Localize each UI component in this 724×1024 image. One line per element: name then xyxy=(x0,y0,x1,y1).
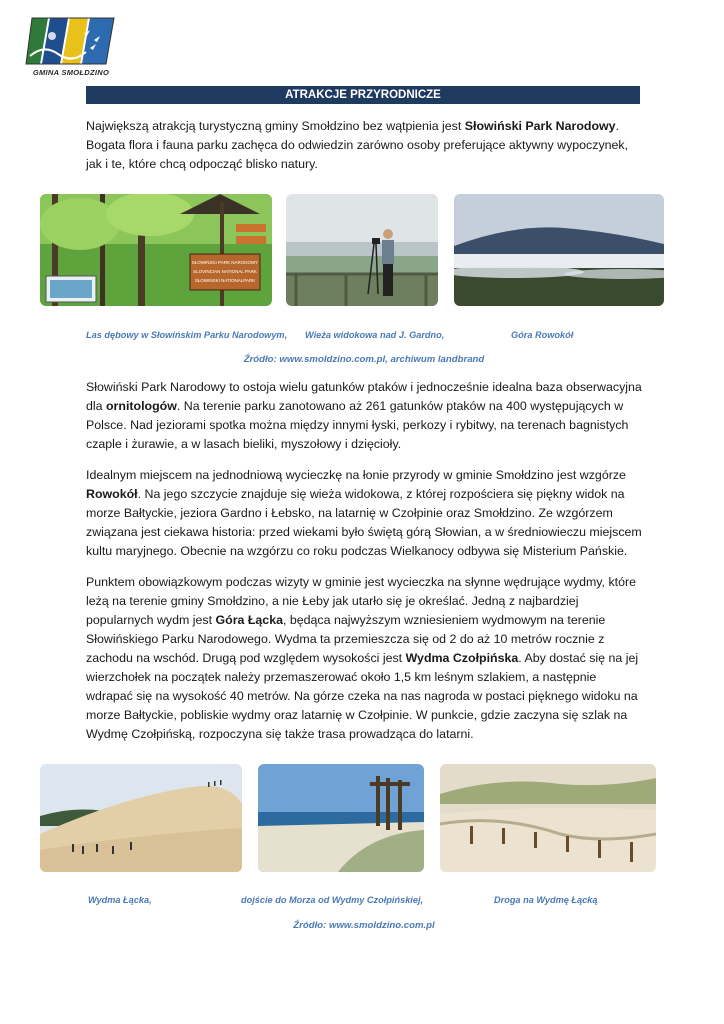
dunes-text-c: . Aby dostać się na jej wierzchołek na początek należy przemaszerować około 1,5 km leśnym szlakiem, a następnie wdrapać się na wysokość 40 metrów. Na górze czeka na nas nagroda w postaci pięknego widoku na morze Bałtyckie, pobliskie wydmy oraz latarnię w Czołpinie. W punkcie, gdzie zaczyna się szlak na Wydmę Czołpińską, rozpoczyna się także trasa prowadząca do latarni. xyxy=(86,651,639,741)
photo-path-to-dune xyxy=(440,764,656,872)
birds-text-a: Słowiński Park Narodowy to ostoja wielu gatunków ptaków i jednocześnie idealna baza obserwacyjna dla xyxy=(86,380,642,413)
caption-rowokol: Góra Rowokół xyxy=(511,330,574,340)
source-gallery1: Źródło: www.smoldzino.com.pl, archiwum landbrand xyxy=(243,354,485,365)
rowokol-bold: Rowokół xyxy=(86,487,138,501)
rowokol-text-b: . Na jego szczycie znajduje się wieża widokowa, z której rozpościera się piękny widok na morze Bałtyckie, jeziora Gardno i Łebsko, na latarnię w Czołpinie oraz Smołdzino. Ze wzgórzem związana jest ciekawa historia: przed wiekami było świętą górą Słowian, a w średniowieczu miejscem kultu maryjnego. Obecnie na wzgórzu co roku podczas Wielkanocy odbywa się Misterium Pańskie. xyxy=(86,487,642,558)
caption-oak-forest: Las dębowy w Słowińskim Parku Narodowym, xyxy=(86,330,288,340)
logo-text: GMINA SMOŁDZINO xyxy=(32,68,110,77)
intro-paragraph xyxy=(86,117,642,174)
intro-text: Największą atrakcją turystyczną gminy Smołdzino bez wątpienia jest xyxy=(86,119,465,133)
dunes-text-a: Punktem obowiązkowym podczas wizyty w gminie jest wycieczka na słynne wędrujące wydmy, które leżą na terenie gminy Smołdzino, a nie Łeby jak utarło się je określać. Jedną z najbardziej popularnych wydm jest xyxy=(86,575,636,627)
sign-line-3: SŁOWIŃSKI NATIONALPARK xyxy=(194,278,256,283)
dunes-bold-2: Wydma Czołpińska xyxy=(405,651,519,665)
dunes-bold-1: Góra Łącka xyxy=(215,613,283,627)
birds-bold: ornitologów xyxy=(105,399,177,413)
photo-rowokol-hill xyxy=(454,194,664,306)
intro-bold: Słowiński Park Narodowy xyxy=(464,119,616,133)
caption-sea-access: dojście do Morza od Wydmy Czołpińskiej, xyxy=(241,895,424,905)
rowokol-text-a: Idealnym miejscem na jednodniową wycieczkę na łonie przyrody w gminie Smołdzino jest wzgórze xyxy=(86,468,626,482)
sign-line-1: SŁOWIŃSKI PARK NARODOWY xyxy=(191,260,259,265)
caption-tower: Wieża widokowa nad J. Gardno, xyxy=(305,330,445,340)
logo-graphic xyxy=(24,16,116,68)
photo-observation-tower xyxy=(286,194,438,306)
dunes-paragraph xyxy=(86,573,642,744)
source-gallery2: Źródło: www.smoldzino.com.pl xyxy=(293,920,435,931)
caption-path-to-dune: Droga na Wydmę Łącką xyxy=(494,895,598,905)
caption-wydma-lacka: Wydma Łącka, xyxy=(88,895,152,905)
dunes-text-b: , będąca najwyższym wzniesieniem wydmowym na terenie Słowińskiego Parku Narodowego. Wydma ta przemieszcza się od 2 do aż 10 metrów rocznie z zachodu na wschód. Drugą pod względem wysokości jest xyxy=(86,613,606,665)
birds-text-b: . Na terenie parku zanotowano aż 261 gatunków ptaków na 400 występujących w Polsce. Nad jeziorami spotka można między innymi łyski, perkozy i rybitwy, na terenach bagnistych czaple i żurawie, a w lasach bieliki, myszołowy i dzięcioły. xyxy=(86,399,629,451)
photo-oak-forest xyxy=(40,194,272,306)
photo-wydma-lacka xyxy=(40,764,242,872)
section-heading: ATRAKCJE PRZYRODNICZE xyxy=(86,86,640,104)
intro-text-end: . Bogata flora i fauna parku zachęca do odwiedzin zarówno osoby preferujące aktywny wypoczynek, jak i te, które chcą odpocząć blisko natury. xyxy=(86,119,629,171)
rowokol-paragraph xyxy=(86,466,642,561)
birds-paragraph xyxy=(86,378,642,454)
sign-line-2: SLOVINCIAN NATIONAL PARK xyxy=(193,269,257,274)
photo-sea-access xyxy=(258,764,424,872)
